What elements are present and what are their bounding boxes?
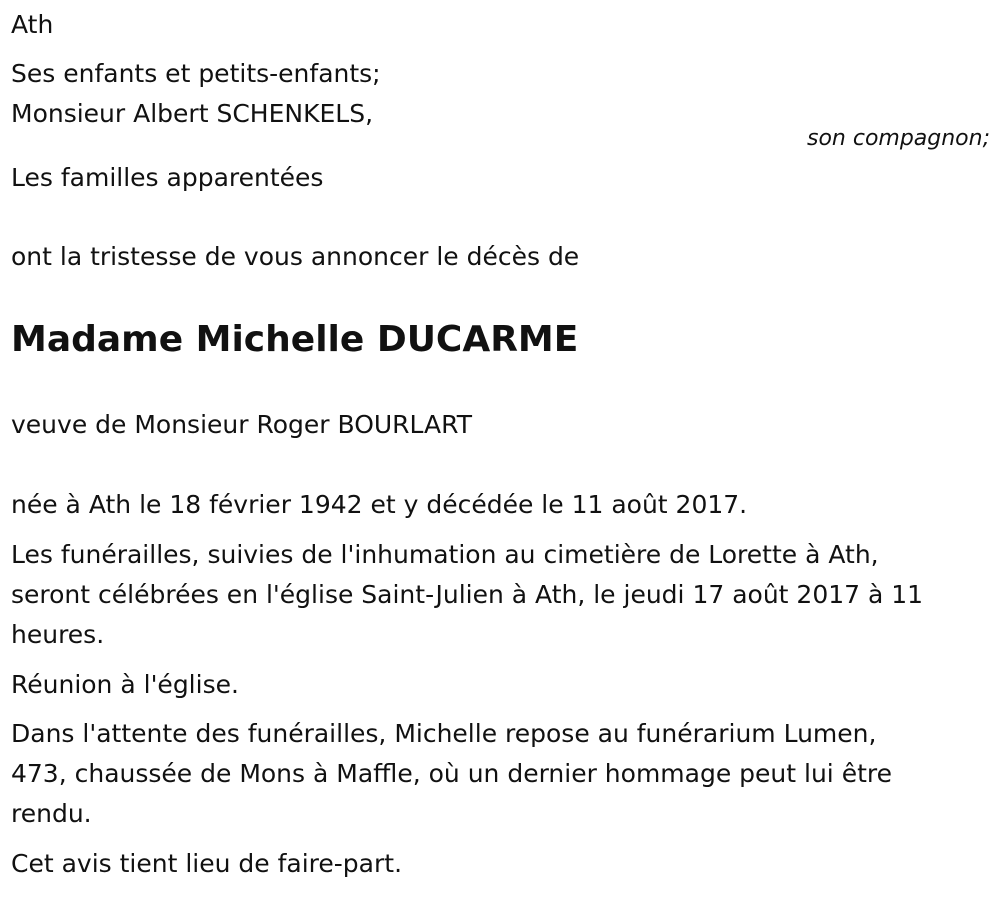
funeral-line-3: heures. (11, 620, 105, 649)
meeting-line: Réunion à l'église. (11, 670, 239, 699)
birth-death-line: née à Ath le 18 février 1942 et y décédée le 11 août 2017. (11, 490, 748, 519)
city-heading: Ath (11, 10, 54, 39)
deceased-name: Madame Michelle DUCARME (11, 319, 579, 360)
viewing-line-3: rendu. (11, 799, 92, 828)
viewing-line-1: Dans l'attente des funérailles, Michelle repose au funérarium Lumen, (11, 719, 877, 748)
viewing-line-2: 473, chaussée de Mons à Maffle, où un dernier hommage peut lui être (11, 759, 892, 788)
funeral-line-1: Les funérailles, suivies de l'inhumation au cimetière de Lorette à Ath, (11, 540, 879, 569)
family-children: Ses enfants et petits-enfants; (11, 59, 381, 88)
closing-line: Cet avis tient lieu de faire-part. (11, 849, 403, 878)
funeral-line-2: seront célébrées en l'église Saint-Julien à Ath, le jeudi 17 août 2017 à 11 (11, 580, 924, 609)
family-relatives: Les familles apparentées (11, 163, 324, 192)
widow-of-line: veuve de Monsieur Roger BOURLART (11, 410, 472, 439)
partner-name: Monsieur Albert SCHENKELS, (11, 99, 374, 128)
announcement-text: ont la tristesse de vous annoncer le décès de (11, 242, 580, 271)
partner-role: son compagnon; (806, 126, 990, 151)
